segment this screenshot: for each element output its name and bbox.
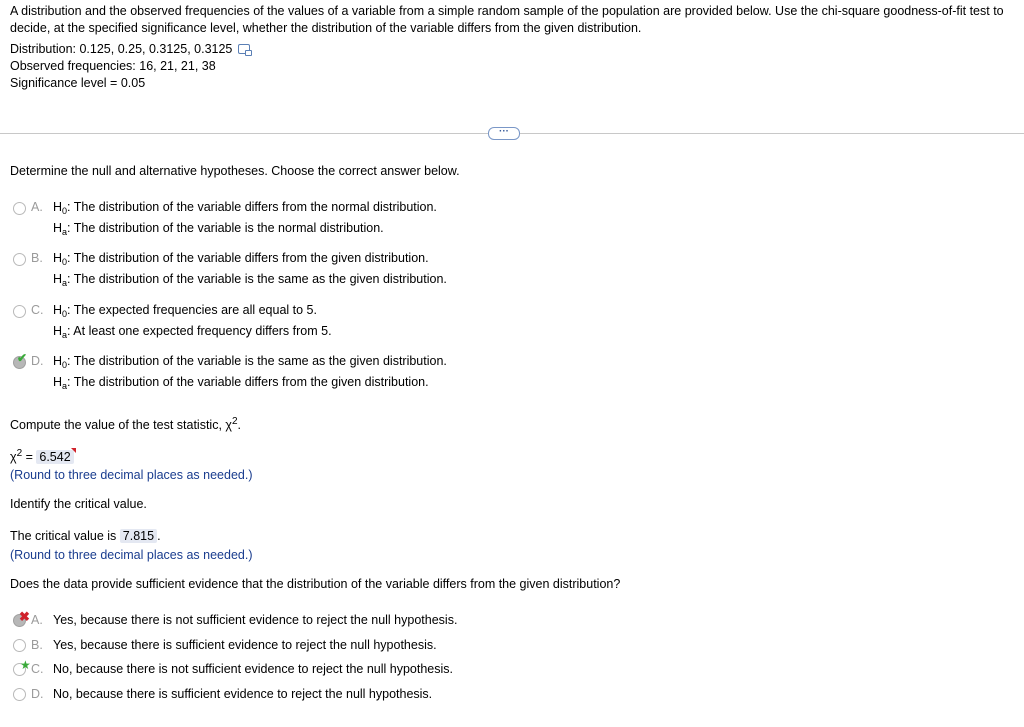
significance-level: Significance level = 0.05: [10, 76, 146, 90]
chi-square-answer-line: $\chi^2 = 6.542$: [10, 448, 74, 464]
q1-option-b-h0: $H_0$: The distribution of the variable differs from the given distribution.: [53, 251, 429, 267]
q4-option-c-letter: C.: [31, 662, 44, 676]
q1-option-a-h0: $H_0$: The distribution of the variable differs from the normal distribution.: [53, 200, 437, 216]
q2-round-hint: (Round to three decimal places as needed.): [10, 468, 253, 482]
q4-option-d-letter: D.: [31, 687, 44, 701]
critical-value-line: The critical value is 7.815 .: [10, 529, 161, 543]
q1-option-b-ha: $H_a$: The distribution of the variable is the same as the given distribution.: [53, 272, 447, 288]
q3-prompt: Identify the critical value.: [10, 497, 147, 511]
q4-option-b-radio[interactable]: [13, 639, 26, 652]
q1-option-d-letter: D.: [31, 354, 44, 368]
q1-option-c-ha: $H_a$: At least one expected frequency differs from 5.: [53, 324, 332, 340]
observed-frequencies: Observed frequencies: 16, 21, 21, 38: [10, 59, 216, 73]
q1-option-a-letter: A.: [31, 200, 43, 214]
q1-option-b-letter: B.: [31, 251, 43, 265]
q1-option-a-ha: $H_a$: The distribution of the variable is the normal distribution.: [53, 221, 384, 237]
q4-prompt: Does the data provide sufficient evidence that the distribution of the variable differs from the given distribution?: [10, 577, 621, 591]
q4-option-b-letter: B.: [31, 638, 43, 652]
distribution-text: Distribution: 0.125, 0.25, 0.3125, 0.3125: [10, 42, 233, 56]
copy-data-icon[interactable]: [238, 44, 250, 54]
incorrect-corner-flag: [71, 448, 76, 453]
chi-square-answer[interactable]: 6.542: [36, 450, 73, 464]
problem-intro: A distribution and the observed frequencies of the values of a variable from a simple random sample of the population are provided below. Use the chi-square goodness-of-fit test to decide, at the specified significance level, whether the distribution of the variable differs from the given distribution.: [10, 4, 1004, 35]
q1-option-b-radio[interactable]: [13, 253, 26, 266]
q1-option-a-radio[interactable]: [13, 202, 26, 215]
incorrect-x-icon: ✖: [19, 609, 30, 624]
q3-round-hint: (Round to three decimal places as needed.): [10, 548, 253, 562]
q1-prompt: Determine the null and alternative hypotheses. Choose the correct answer below.: [10, 164, 460, 178]
q4-option-c-text: No, because there is not sufficient evidence to reject the null hypothesis.: [53, 662, 454, 676]
distribution-line: [10, 41, 250, 58]
q1-option-c-h0: $H_0$: The expected frequencies are all equal to 5.: [53, 303, 317, 319]
q4-option-b-text: Yes, because there is sufficient evidence to reject the null hypothesis.: [53, 638, 437, 652]
q4-option-a-letter: A.: [31, 613, 43, 627]
q1-option-d-h0: $H_0$: The distribution of the variable is the same as the given distribution.: [53, 354, 447, 370]
q4-option-d-text: No, because there is sufficient evidence to reject the null hypothesis.: [53, 687, 433, 701]
q2-prompt: Compute the value of the test statistic, $\chi^2$.: [10, 416, 241, 433]
critical-value-answer[interactable]: 7.815: [120, 529, 157, 543]
expand-more-button[interactable]: ···: [488, 127, 520, 140]
chi-symbol: χ: [10, 450, 17, 465]
correct-check-icon: ✔: [17, 351, 28, 365]
q4-option-d-radio[interactable]: [13, 688, 26, 701]
correct-answer-star-icon: ★: [20, 658, 31, 672]
q1-option-d-ha: $H_a$: The distribution of the variable differs from the given distribution.: [53, 375, 429, 391]
q1-option-c-letter: C.: [31, 303, 44, 317]
q4-option-a-text: Yes, because there is not sufficient evidence to reject the null hypothesis.: [53, 613, 458, 627]
q1-option-c-radio[interactable]: [13, 305, 26, 318]
